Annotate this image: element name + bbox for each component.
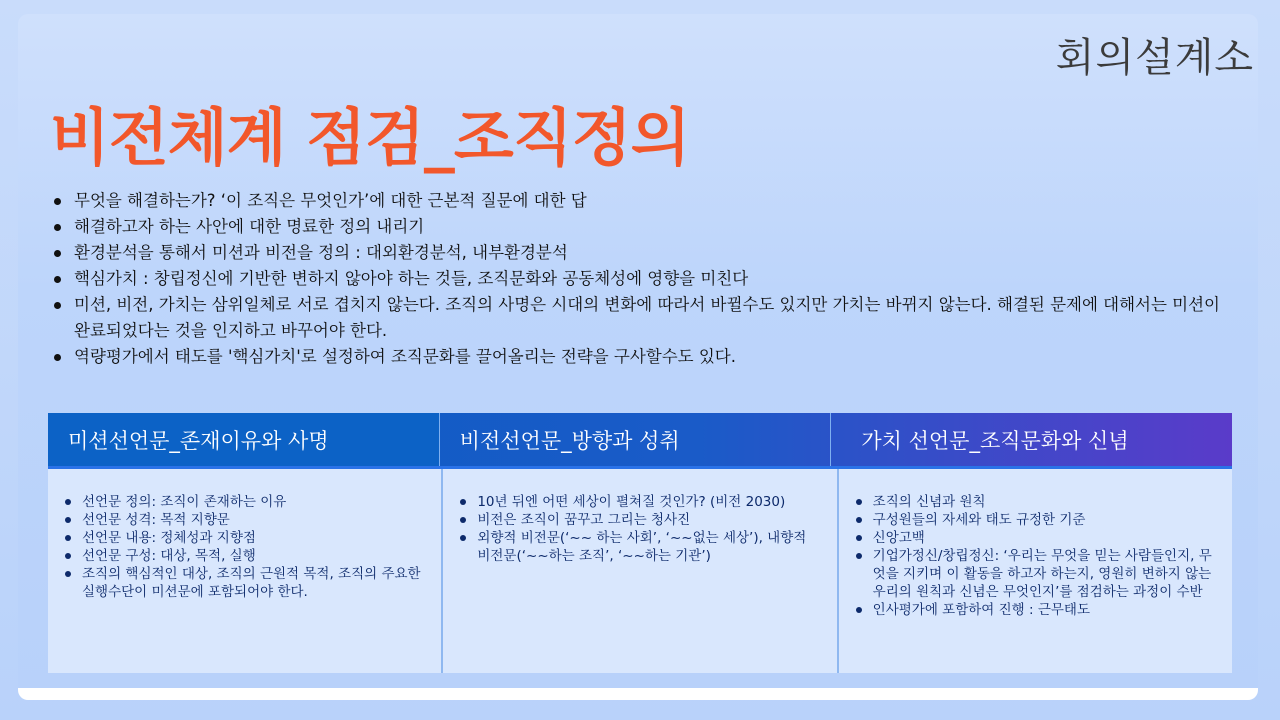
- bullet-dot-icon: [54, 198, 61, 205]
- bullet-dot-icon: [54, 276, 61, 283]
- bullet-item: [54, 214, 1234, 240]
- list-item-text: 선언문 성격: 목적 지향문: [82, 512, 230, 528]
- list-item-text: 조직의 핵심적인 대상, 조직의 근원적 목적, 조직의 주요한 실행수단이 미션문에 포함되어야 한다.: [82, 566, 421, 600]
- summary-bullet-list: [54, 188, 1234, 370]
- list-item-text: 선언문 내용: 정체성과 지향점: [82, 530, 256, 546]
- list-item: [62, 547, 427, 565]
- header-vision: 비전선언문_방향과 성취: [440, 413, 832, 466]
- bullet-dot-icon: [54, 224, 61, 231]
- bullet-dot-icon: [54, 250, 61, 257]
- bullet-text: 해결하고자 하는 사안에 대한 명료한 정의 내리기: [74, 217, 425, 236]
- list-item: [62, 529, 427, 547]
- bullet-dot-icon: [65, 553, 71, 559]
- list-item-text: 인사평가에 포함하여 진행 : 근무태도: [872, 602, 1090, 618]
- list-item: [853, 511, 1218, 529]
- list-item: [62, 565, 427, 601]
- list-item: [457, 529, 822, 565]
- list-item: [62, 493, 427, 511]
- header-values: 가치 선언문_조직문화와 신념: [861, 428, 1129, 453]
- list-item-text: 10년 뒤엔 어떤 세상이 펼쳐질 것인가? (비전 2030): [477, 494, 786, 510]
- vision-list: [457, 493, 822, 565]
- list-item-text: 신앙고백: [872, 530, 925, 546]
- header-mission: 미션선언문_존재이유와 사명: [48, 413, 440, 466]
- list-item: [853, 529, 1218, 547]
- bullet-item: [54, 266, 1234, 292]
- list-item-text: 기업가정신/창립정신: ‘우리는 무엇을 믿는 사람들인지, 무엇을 지키며 이 활동을 하고자 하는지, 영원히 변하지 않는 우리의 원칙과 신념은 무엇인지’를 점검하는 과정이 수반: [872, 548, 1212, 600]
- list-item: [853, 601, 1218, 619]
- bullet-dot-icon: [460, 499, 466, 505]
- list-item-text: 선언문 구성: 대상, 목적, 실행: [82, 548, 256, 564]
- bullet-dot-icon: [856, 553, 862, 559]
- bullet-dot-icon: [54, 354, 61, 361]
- bullet-dot-icon: [460, 535, 466, 541]
- cell-values: [839, 469, 1232, 673]
- bullet-dot-icon: [460, 517, 466, 523]
- logo-text-end: 의설계소: [1095, 35, 1254, 81]
- bullet-item: [54, 344, 1234, 370]
- list-item: [853, 493, 1218, 511]
- bullet-item: [54, 188, 1234, 214]
- list-item-text: 비전은 조직이 꿈꾸고 그리는 청사진: [477, 512, 691, 528]
- cell-vision: [443, 469, 838, 673]
- brand-logo: [1056, 26, 1254, 83]
- page-title: 비전체계 점검_조직정의: [50, 101, 690, 174]
- list-item: [457, 511, 822, 529]
- list-item: [853, 547, 1218, 601]
- list-item-text: 외향적 비전문(‘~~ 하는 사회’, ‘~~없는 세상’), 내향적 비전문(‘~~하는 조직’, ‘~~하는 기관’): [477, 530, 807, 564]
- values-list: [853, 493, 1218, 619]
- slide-bottom-strip: [18, 688, 1258, 700]
- cell-mission: [48, 469, 443, 673]
- table-body-row: [48, 469, 1232, 673]
- bullet-text: 무엇을 해결하는가? ‘이 조직은 무엇인가’에 대한 근본적 질문에 대한 답: [74, 191, 587, 210]
- bullet-text: 미션, 비전, 가치는 삼위일체로 서로 겹치지 않는다. 조직의 사명은 시대의 변화에 따라서 바뀔수도 있지만 가치는 바뀌지 않는다. 해결된 문제에 대해서는 미션이 완료되었다는 것을 인지하고 바꾸어야 한다.: [74, 295, 1220, 340]
- bullet-dot-icon: [65, 517, 71, 523]
- bullet-text: 환경분석을 통해서 미션과 비전을 정의 : 대외환경분석, 내부환경분석: [74, 243, 568, 262]
- bullet-dot-icon: [856, 517, 862, 523]
- bullet-item: [54, 292, 1234, 344]
- mission-list: [62, 493, 427, 601]
- bullet-text: 핵심가치 : 창립정신에 기반한 변하지 않아야 하는 것들, 조직문화와 공동체성에 영향을 미친다: [74, 269, 749, 288]
- logo-text-start: 회: [1055, 35, 1096, 81]
- statement-table: [48, 413, 1232, 673]
- bullet-dot-icon: [856, 607, 862, 613]
- list-item-text: 구성원들의 자세와 태도 규정한 기준: [872, 512, 1086, 528]
- bullet-dot-icon: [65, 571, 71, 577]
- list-item-text: 선언문 정의: 조직이 존재하는 이유: [82, 494, 287, 510]
- bullet-item: [54, 240, 1234, 266]
- table-header-row: [48, 413, 1232, 469]
- list-item-text: 조직의 신념과 원칙: [872, 494, 986, 510]
- bullet-dot-icon: [65, 499, 71, 505]
- bullet-dot-icon: [856, 535, 862, 541]
- bullet-dot-icon: [65, 535, 71, 541]
- list-item: [457, 493, 822, 511]
- list-item: [62, 511, 427, 529]
- bullet-text: 역량평가에서 태도를 '핵심가치'로 설정하여 조직문화를 끌어올리는 전략을 구사할수도 있다.: [74, 347, 736, 366]
- bullet-dot-icon: [856, 499, 862, 505]
- bullet-dot-icon: [54, 302, 61, 309]
